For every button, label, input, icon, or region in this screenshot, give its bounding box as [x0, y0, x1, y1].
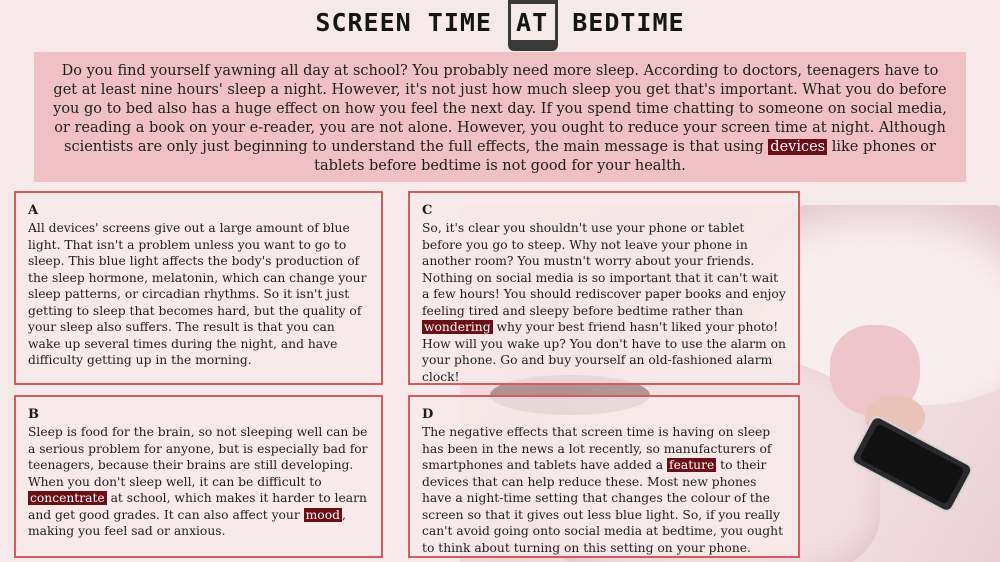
section-c-text	[422, 220, 788, 385]
section-a	[14, 191, 383, 385]
section-d	[408, 395, 800, 558]
section-b-text-1: Sleep is food for the brain, so not sleeping well can be a serious problem for anyone, but is especially bad for teenagers, because their brains are still developing. When you don't sleep well, it can be difficult to	[28, 425, 368, 489]
section-a-letter: A	[28, 203, 39, 218]
section-c-letter: C	[422, 203, 433, 218]
highlight-mood: mood	[305, 507, 340, 522]
section-d-text-2: to their devices that can help reduce these. Most new phones have a night-time setting that changes the colour of the screen so that it gives out less blue light. So, if you really can't avoid going onto social media at bedtime, you ought to think about turning on this setting on your phone.	[422, 458, 784, 555]
highlight-wondering: wondering	[424, 320, 491, 334]
section-b-text	[28, 424, 371, 540]
title-phone-at	[510, 8, 554, 39]
title-part-bedtime: BEDTIME	[572, 8, 685, 37]
section-c-text-1: So, it's clear you shouldn't use your phone or tablet before you go to steep. Why not leave your phone in another room? You mustn't worry about your friends. Nothing on social media is so important that it can't wait a few hours! You should rediscover paper books and enjoy feeling tired and sleepy before bedtime rather than	[422, 221, 786, 318]
section-b-text-3: , making you feel sad or anxious.	[28, 507, 346, 538]
intro-panel	[34, 52, 966, 182]
section-a-text: All devices' screens give out a large amount of blue light. That isn't a problem unless you want to go to sleep. This blue light affects the body's production of the sleep hormone, melatonin, which can change your sleep patterns, or circadian rhythms. So it isn't just getting to sleep that becomes hard, but the quality of your sleep also suffers. The result is that you can wake up several times during the night, and have difficulty getting up in the morning.	[28, 221, 367, 367]
section-b-letter: B	[28, 407, 39, 422]
section-d-letter: D	[422, 407, 434, 422]
header	[0, 0, 1000, 50]
section-c-text-2: why your best friend hasn't liked your photo! How will you wake up? You don't have to use the alarm on your phone. Go and buy yourself an old-fashioned alarm clock!	[422, 320, 786, 384]
highlight-devices: devices	[770, 139, 826, 155]
highlight-concentrate: concentrate	[30, 491, 105, 505]
highlight-feature: feature	[669, 458, 715, 472]
page-title	[0, 8, 1000, 39]
section-c	[408, 191, 800, 385]
intro-text	[48, 62, 952, 176]
section-d-text-1: The negative effects that screen time is having on sleep has been in the news a lot recently, so manufacturers of smartphones and tablets have added a	[422, 425, 772, 472]
section-b-text-2: at school, which makes it harder to learn and get good grades. It can also affect your	[28, 491, 367, 522]
title-part-at: AT	[516, 8, 549, 37]
phone-frame-icon	[508, 0, 558, 51]
section-d-text	[422, 424, 788, 556]
title-part-screen-time: SCREEN TIME	[315, 8, 492, 37]
intro-text-before: Do you find yourself yawning all day at school? You probably need more sleep. According to doctors, teenagers have to get at least nine hours' sleep a night. However, it's not just how much sleep you get that's important. What you do before you go to bed also has a huge effect on how you feel the next day. If you spend time chatting to someone on social media, or reading a book on your e-reader, you are not alone. However, you ought to reduce your screen time at night. Although scientists are only just beginning to understand the full effects, the main message is that using	[53, 63, 947, 155]
intro-text-after: like phones or tablets before bedtime is not good for your health.	[314, 139, 936, 174]
section-b	[14, 395, 383, 558]
